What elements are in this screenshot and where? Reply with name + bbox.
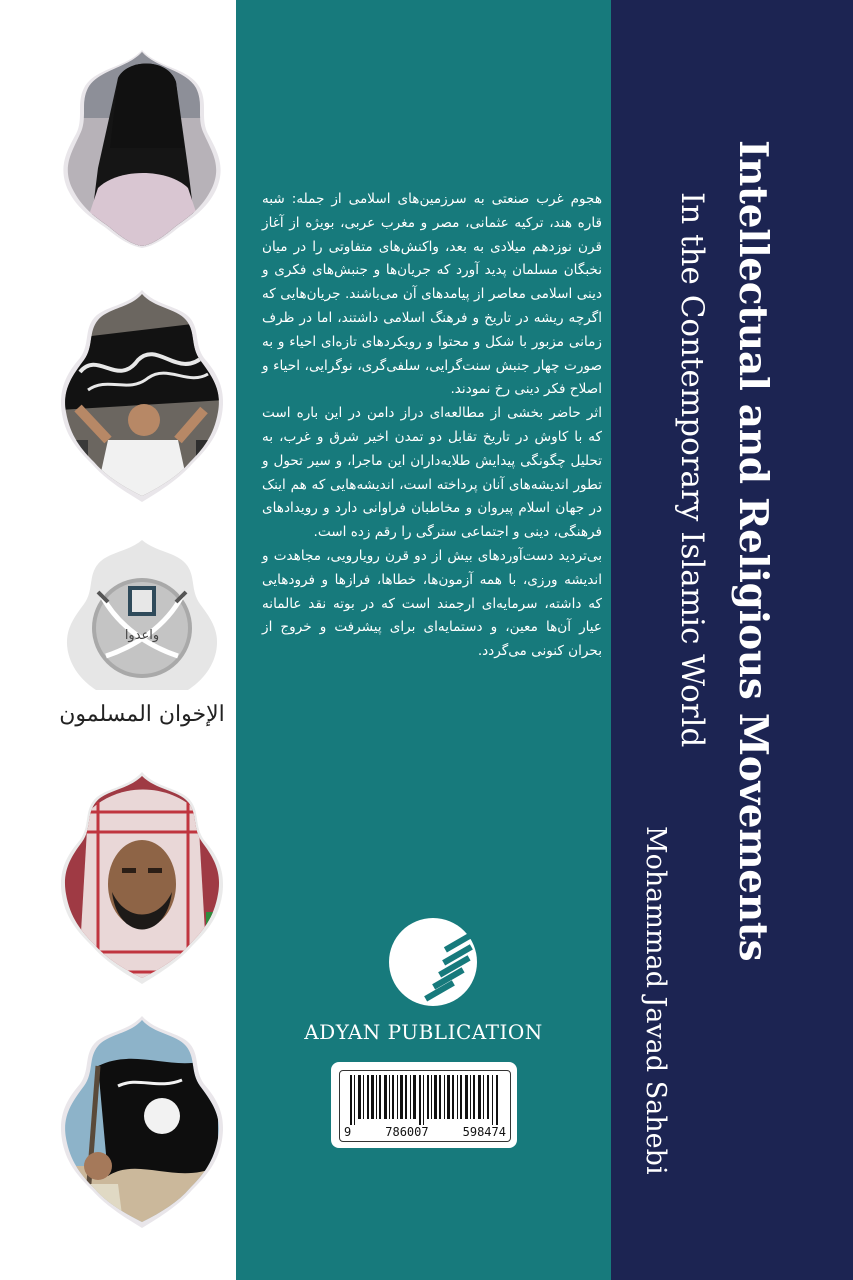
back-cover-text xyxy=(262,188,602,664)
book-title: Intellectual and Religious Movements xyxy=(730,140,776,962)
barcode-icon xyxy=(331,1062,517,1148)
isbn-digit-prefix: 9 xyxy=(344,1125,352,1139)
isbn-digits-group-1: 786007 xyxy=(385,1125,429,1139)
back-paragraph-3: بی‌تردید دست‌آوردهای بیش از دو قرن رویارویی، مجاهدت و اندیشه ورزی، با همه آزمون‌ها، خطاها، فرازها و فرودهایی که داشته، سرمایه‌ای ارجمند است که در بوته نقد عالمانه عیار آن‌ها معین، و دستمایه‌ای برای پیشرفت و خروج از بحران کنونی می‌گردد. xyxy=(262,547,602,660)
publisher-name: ADYAN PUBLICATION xyxy=(304,1020,543,1044)
image-column xyxy=(0,0,236,1280)
bearded-man-keffiyeh-photo xyxy=(58,772,226,984)
black-flag-photo xyxy=(58,1016,226,1230)
back-paragraph-1: هجوم غرب صنعتی به سرزمین‌های اسلامی از جمله: شبه قاره هند، ترکیه عثمانی، مصر و مغرب عربی، بویژه از آغاز قرن نوزدهم میلادی به بعد، واکنش‌های متفاوتی را در میان نخبگان مسلمان پدید آورد که جریان‌ها و جنبش‌های فکری و دینی اسلامی معاصر از پیامدهای آن می‌باشند. جریان‌هایی که اگرچه ریشه در تاریخ و فرهنگ اسلامی داشتند، اما در ظرف زمانی مزبور با شکل و محتوا و رویکردهای تازه‌ای احیاء و به صورت چهار جنبش سنت‌گرایی، سلفی‌گری، نوگرایی، احیاء و اصلاح فکر دینی رخ نمودند. xyxy=(262,191,602,398)
emblem-name: الإخوان المسلمون xyxy=(59,702,225,727)
publisher-logo-icon xyxy=(387,912,483,1008)
book-subtitle: In the Contemporary Islamic World xyxy=(674,192,710,748)
woman-niqab-photo xyxy=(58,48,226,248)
emblem-motto: واعدوا xyxy=(124,628,160,643)
book-author: Mohammad Javad Sahebi xyxy=(640,826,671,1175)
back-paragraph-2: اثر حاضر بخشی از مطالعه‌ای دراز دامن در این باره است که با کاوش در تاریخ تقابل دو تمدن اخیر شرق و غرب، به تحلیل چگونگی پیدایش طلایه‌داران این ماجرا، و سیر تحول و تطور اندیشه‌های آنان پرداخته است، اندیشه‌هایی که هم اینک در جهان اسلام پیروان و مخاطبان فراوانی دارد و رویدادهای فرهنگی، دینی و اجتماعی سترگی را رقم زده است. xyxy=(262,405,602,541)
isbn-digits-group-2: 598474 xyxy=(462,1125,506,1139)
black-banner-protest-photo xyxy=(58,290,226,504)
